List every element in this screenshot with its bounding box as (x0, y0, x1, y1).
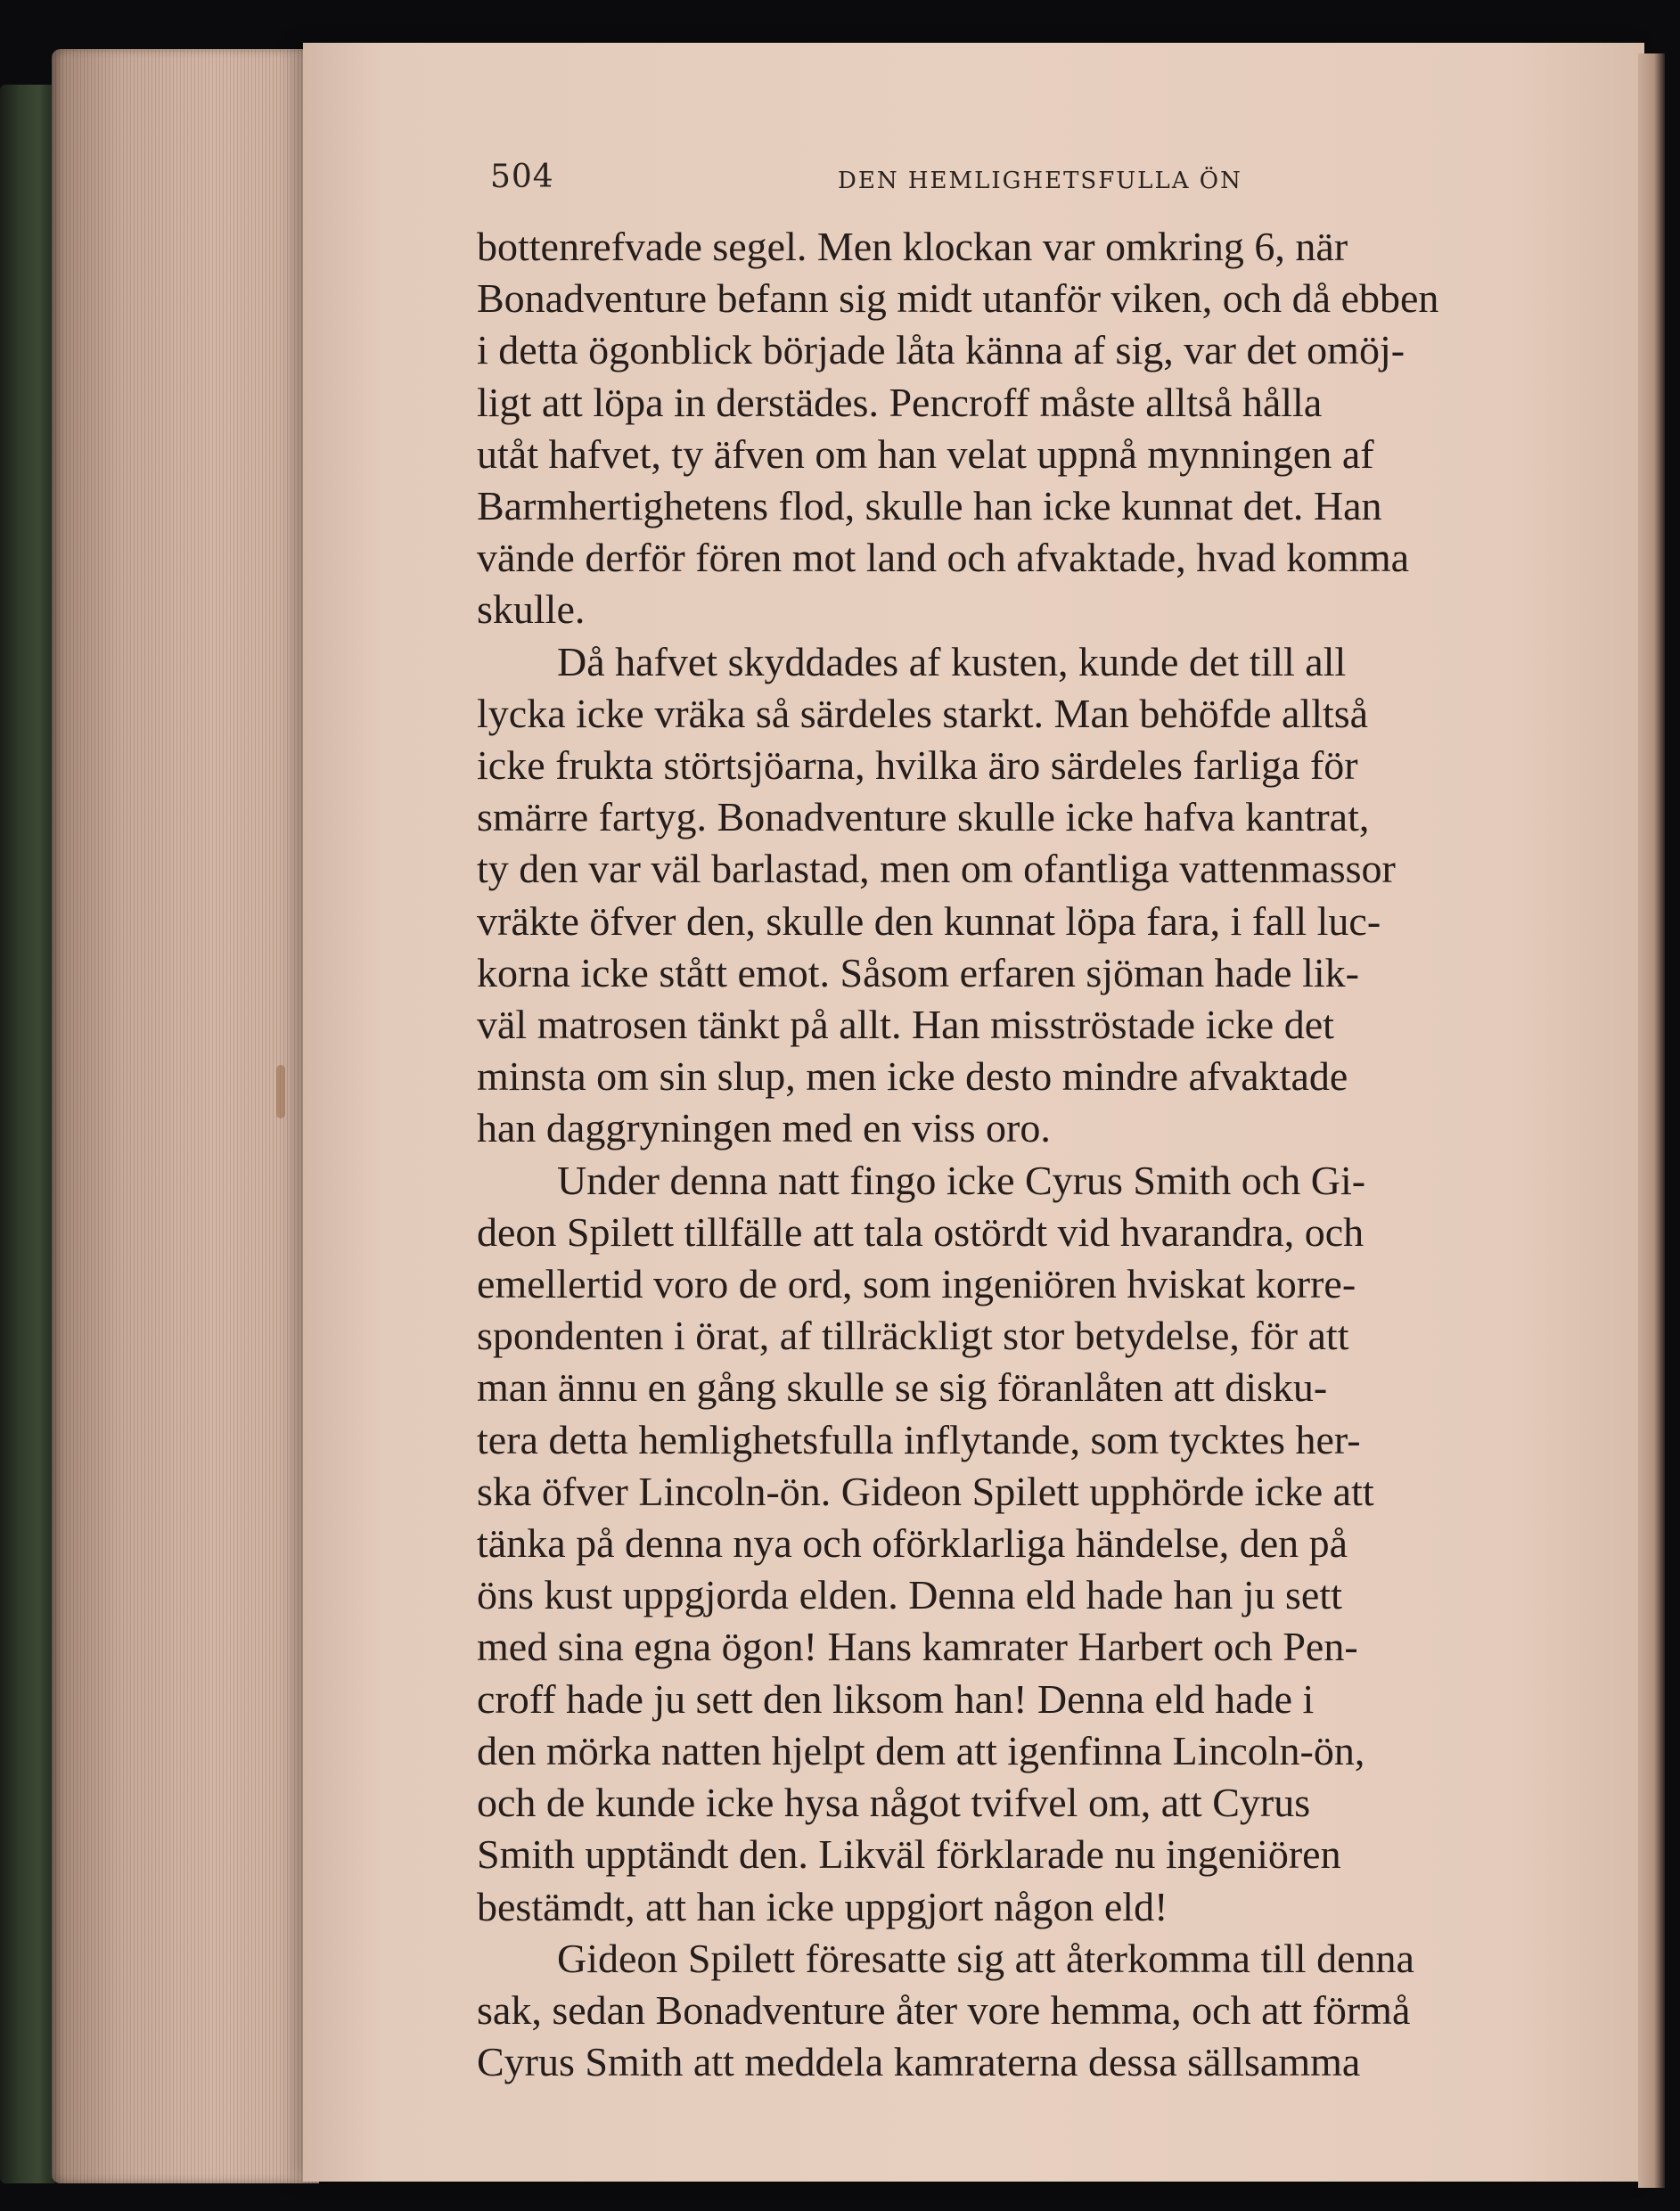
paragraph-2 (477, 636, 1542, 1155)
text-line: väl matrosen tänkt på allt. Han misströstade icke det (477, 1002, 1334, 1048)
text-line: Smith upptändt den. Likväl förklarade nu ingeniören (477, 1831, 1341, 1878)
page-right-edge (1638, 53, 1665, 2188)
text-line: bestämdt, att han icke uppgjort någon eld! (477, 1883, 1168, 1929)
book-cover-edge (0, 85, 55, 2183)
text-line: spondenten i örat, af tillräckligt stor betydelse, för att (477, 1313, 1349, 1359)
text-line: icke frukta störtsjöarna, hvilka äro särdeles farliga för (477, 742, 1358, 789)
text-line: Gideon Spilett föresatte sig att återkomma till denna (557, 1935, 1414, 1981)
text-line: tera detta hemlighetsfulla inflytande, som tycktes her- (477, 1416, 1361, 1462)
text-line: sak, sedan Bonadventure åter vore hemma, och att förmå (477, 1986, 1411, 2033)
text-line: vräkte öfver den, skulle den kunnat löpa fara, i fall luc- (477, 897, 1381, 944)
text-line: i detta ögonblick började låta känna af sig, var det omöj- (477, 327, 1405, 373)
text-line: smärre fartyg. Bonadventure skulle icke hafva kantrat, (477, 794, 1370, 840)
text-line: utåt hafvet, ty äfven om han velat uppnå mynningen af (477, 430, 1374, 477)
text-line: ty den var väl barlastad, men om ofantliga vattenmassor (477, 846, 1396, 892)
text-line: Barmhertighetens flod, skulle han icke kunnat det. Han (477, 483, 1382, 529)
page-number: 504 (490, 159, 554, 195)
text-line: med sina egna ögon! Hans kamrater Harbert och Pen- (477, 1624, 1358, 1670)
text-line: ligt att löpa in derstädes. Pencroff måste alltså hålla (477, 379, 1323, 425)
text-line: croff hade ju sett den liksom han! Denna eld hade i (477, 1675, 1315, 1722)
text-line: deon Spilett tillfälle att tala ostördt vid hvarandra, och (477, 1208, 1364, 1255)
text-line: och de kunde icke hysa något tvifvel om, att Cyrus (477, 1780, 1311, 1826)
text-line: tänka på denna nya och oförklarliga händelse, den på (477, 1520, 1348, 1567)
body-text (477, 221, 1542, 2088)
paragraph-1 (477, 221, 1542, 636)
text-line: den mörka natten hjelpt dem att igenfinna Lincoln-ön, (477, 1727, 1365, 1773)
text-line: korna icke stått emot. Såsom erfaren sjöman hade lik- (477, 949, 1359, 995)
text-line: Cyrus Smith att meddela kamraterna dessa sällsamma (477, 2039, 1361, 2085)
text-line: emellertid voro de ord, som ingeniören hviskat korre- (477, 1261, 1356, 1307)
page-edge-stain (276, 1065, 285, 1118)
text-line: vände derför fören mot land och afvaktade, hvad komma (477, 535, 1410, 581)
text-line: man ännu en gång skulle se sig föranlåten att disku- (477, 1364, 1328, 1411)
text-line: bottenrefvade segel. Men klockan var omkring 6, när (477, 224, 1348, 269)
text-line: ska öfver Lincoln-ön. Gideon Spilett upphörde icke att (477, 1468, 1374, 1514)
text-line: skulle. (477, 586, 586, 633)
text-line: lycka icke vräka så särdeles starkt. Man behöfde alltså (477, 690, 1369, 736)
text-line: han daggryningen med en viss oro. (477, 1105, 1051, 1151)
text-line: Då hafvet skyddades af kusten, kunde det till all (557, 638, 1347, 684)
text-line: öns kust uppgjorda elden. Denna eld hade han ju sett (477, 1572, 1342, 1618)
text-line: Bonadventure befann sig midt utanför viken, och då ebben (477, 275, 1439, 322)
text-line: Under denna natt fingo icke Cyrus Smith och Gi- (557, 1157, 1366, 1203)
running-title: DEN HEMLIGHETSFULLA ÖN (838, 168, 1242, 194)
paragraph-3 (477, 1155, 1542, 1933)
text-line: minsta om sin slup, men icke desto mindre afvaktade (477, 1053, 1348, 1100)
paragraph-4 (477, 1933, 1542, 2089)
running-head (490, 159, 1497, 203)
